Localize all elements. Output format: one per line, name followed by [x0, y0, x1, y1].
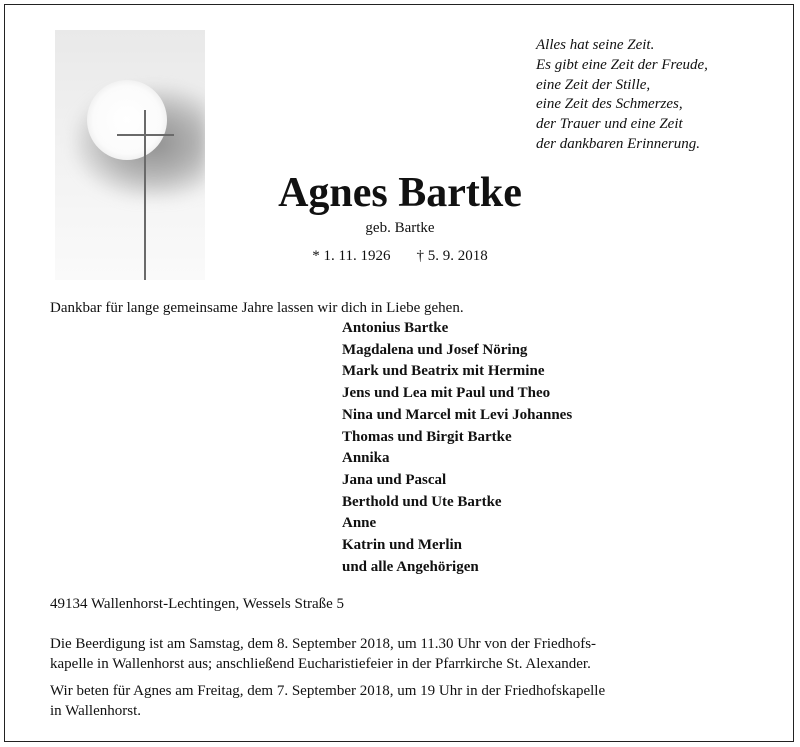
- mourner-item: Berthold und Ute Bartke: [342, 493, 502, 510]
- mourner-item: Mark und Beatrix mit Hermine: [342, 363, 545, 380]
- mourner-item: Magdalena und Josef Nöring: [342, 341, 528, 358]
- address: 49134 Wallenhorst-Lechtingen, Wessels Straße 5: [50, 596, 345, 612]
- deceased-name: Agnes Bartke: [278, 170, 522, 216]
- death-date: † 5. 9. 2018: [416, 248, 488, 264]
- funeral-line: kapelle in Wallenhorst aus; anschließend Eucharistiefeier in der Pfarrkirche St. Alexander.: [50, 656, 591, 672]
- poem: [536, 36, 786, 155]
- maiden-name: geb. Bartke: [365, 220, 435, 236]
- poem-line: eine Zeit des Schmerzes,: [536, 96, 683, 113]
- mourner-item: Jens und Lea mit Paul und Theo: [342, 385, 551, 402]
- mourner-item: Annika: [342, 450, 390, 467]
- poem-line: der dankbaren Erinnerung.: [536, 135, 701, 152]
- poem-line: eine Zeit der Stille,: [536, 76, 651, 93]
- funeral-info: [50, 634, 750, 674]
- mourner-item: Jana und Pascal: [342, 471, 447, 488]
- prayer-line: in Wallenhorst.: [50, 703, 142, 719]
- poem-line: der Trauer und eine Zeit: [536, 116, 683, 133]
- mourner-item: Nina und Marcel mit Levi Johannes: [342, 406, 573, 423]
- mourner-item: Antonius Bartke: [342, 320, 449, 336]
- moon-icon: [87, 80, 167, 160]
- mourner-item: Thomas und Birgit Bartke: [342, 428, 512, 445]
- prayer-line: Wir beten für Agnes am Freitag, dem 7. September 2018, um 19 Uhr in der Friedhofskapelle: [50, 683, 606, 699]
- cross-bar: [117, 134, 174, 136]
- mourners-list: [342, 318, 572, 578]
- prayer-info: [50, 681, 750, 721]
- poem-line: Es gibt eine Zeit der Freude,: [536, 56, 708, 73]
- poem-line: Alles hat seine Zeit.: [536, 37, 655, 53]
- mourner-item: Katrin und Merlin: [342, 537, 463, 554]
- mourner-item: und alle Angehörigen: [342, 558, 479, 575]
- life-dates: [250, 248, 550, 265]
- mourner-item: Anne: [342, 515, 377, 532]
- funeral-line: Die Beerdigung ist am Samstag, dem 8. September 2018, um 11.30 Uhr von der Friedhofs-: [50, 636, 597, 652]
- birth-date: * 1. 11. 1926: [312, 248, 391, 264]
- intro-text: Dankbar für lange gemeinsame Jahre lassen wir dich in Liebe gehen.: [50, 300, 464, 316]
- cross-moon-image: [55, 30, 205, 280]
